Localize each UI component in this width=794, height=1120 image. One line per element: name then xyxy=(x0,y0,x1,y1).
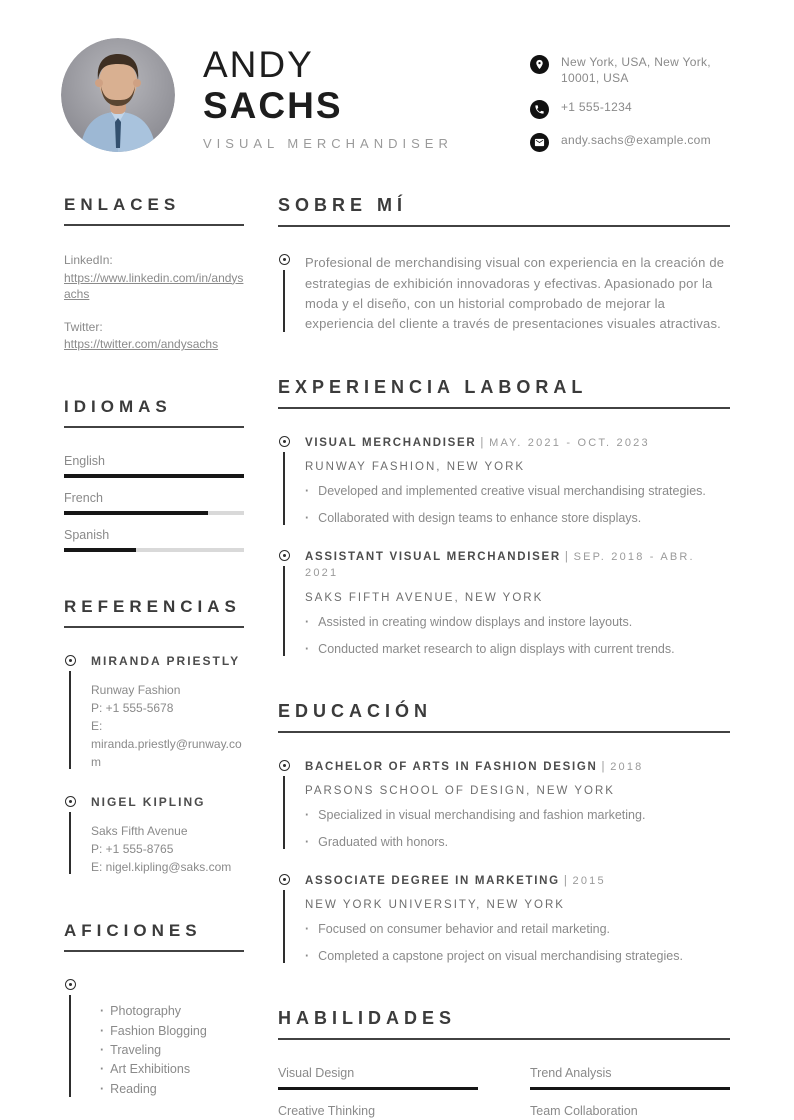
bullet-dot-icon xyxy=(279,550,290,561)
experience-dates: MAY. 2021 - OCT. 2023 xyxy=(489,436,650,449)
timeline-line xyxy=(69,995,71,1097)
bullet-dot-icon xyxy=(65,979,76,990)
language-bar-fill xyxy=(64,474,244,478)
language-bar-track xyxy=(64,548,244,552)
bullet-dot-icon xyxy=(279,436,290,447)
timeline-line xyxy=(283,270,285,332)
timeline-line xyxy=(283,566,285,656)
hobby-item: · Photography xyxy=(100,1002,244,1021)
last-name: SACHS xyxy=(203,84,343,126)
section-experience xyxy=(278,378,730,658)
education-bullet: · Graduated with honors. xyxy=(305,834,730,851)
education-entry xyxy=(278,873,730,965)
profile-photo xyxy=(61,38,175,152)
phone-icon xyxy=(530,100,549,119)
experience-bullet: · Conducted market research to align displays with current trends. xyxy=(305,641,730,658)
language-name: English xyxy=(64,454,105,469)
left-column xyxy=(64,196,244,1120)
twitter-link[interactable]: https://twitter.com/andysachs xyxy=(64,337,219,352)
skill-item xyxy=(278,1066,478,1091)
timeline-marker xyxy=(278,435,290,527)
language-bar-track xyxy=(64,511,244,515)
section-skills xyxy=(278,1009,730,1120)
email-icon xyxy=(530,133,549,152)
reference-company: Runway Fashion xyxy=(91,683,181,698)
skills-heading: HABILIDADES xyxy=(278,1009,730,1040)
skill-item xyxy=(530,1066,730,1091)
education-bullets xyxy=(305,921,730,965)
about-entry xyxy=(278,253,730,334)
location-text: New York, USA, New York, 10001, USA xyxy=(561,55,711,86)
timeline-marker xyxy=(64,795,76,876)
hobby-list xyxy=(100,1002,244,1099)
reference-entry xyxy=(64,795,244,876)
experience-bullet: · Developed and implemented creative visual merchandising strategies. xyxy=(305,483,730,500)
contact-email xyxy=(530,132,730,152)
education-dates: 2018 xyxy=(610,760,644,773)
language-name: Spanish xyxy=(64,528,110,543)
language-bar-fill xyxy=(64,511,208,515)
separator: | xyxy=(601,760,607,773)
experience-company: RUNWAY FASHION, NEW YORK xyxy=(305,461,526,474)
reference-email: E: nigel.kipling@saks.com xyxy=(91,860,232,875)
timeline-marker xyxy=(64,654,76,771)
education-bullet: · Specialized in visual merchandising and fashion marketing. xyxy=(305,807,730,824)
right-column xyxy=(278,196,730,1120)
education-title: BACHELOR OF ARTS IN FASHION DESIGN xyxy=(305,760,598,773)
experience-bullet: · Collaborated with design teams to enhance store displays. xyxy=(305,510,730,527)
about-heading: SOBRE MÍ xyxy=(278,196,730,227)
education-heading: EDUCACIÓN xyxy=(278,702,730,733)
language-item xyxy=(64,491,244,515)
hobbies-heading: AFICIONES xyxy=(64,922,244,952)
experience-bullets xyxy=(305,614,730,658)
hobby-item: · Fashion Blogging xyxy=(100,1022,244,1041)
timeline-marker xyxy=(278,253,290,334)
skill-item xyxy=(530,1104,730,1120)
reference-name: MIRANDA PRIESTLY xyxy=(91,654,241,669)
section-education xyxy=(278,702,730,965)
education-bullets xyxy=(305,807,730,851)
skill-name: Creative Thinking xyxy=(278,1104,376,1119)
link-twitter xyxy=(64,319,244,352)
experience-entry xyxy=(278,549,730,658)
section-languages xyxy=(64,398,244,552)
references-heading: REFERENCIAS xyxy=(64,598,244,628)
phone-text: +1 555-1234 xyxy=(561,100,633,115)
linkedin-link[interactable]: https://www.linkedin.com/in/andysachs xyxy=(64,270,244,301)
experience-heading: EXPERIENCIA LABORAL xyxy=(278,378,730,409)
email-text: andy.sachs@example.com xyxy=(561,133,711,148)
bullet-dot-icon xyxy=(65,655,76,666)
reference-email: E: miranda.priestly@runway.com xyxy=(91,719,242,770)
language-bar-track xyxy=(64,474,244,478)
education-entry xyxy=(278,759,730,851)
education-school: NEW YORK UNIVERSITY, NEW YORK xyxy=(305,899,565,912)
body xyxy=(0,196,794,1120)
experience-bullets xyxy=(305,483,730,527)
link-linkedin xyxy=(64,252,244,302)
section-hobbies xyxy=(64,922,244,1099)
reference-company: Saks Fifth Avenue xyxy=(91,824,188,839)
experience-title: ASSISTANT VISUAL MERCHANDISER xyxy=(305,551,561,564)
experience-bullet: · Assisted in creating window displays and instore layouts. xyxy=(305,614,730,631)
experience-dates: SEP. 2018 - ABR. 2021 xyxy=(305,551,695,580)
language-item xyxy=(64,454,244,478)
separator: | xyxy=(563,874,569,887)
skill-bar xyxy=(530,1087,730,1091)
language-name: French xyxy=(64,491,103,506)
bullet-dot-icon xyxy=(279,874,290,885)
job-title: VISUAL MERCHANDISER xyxy=(203,136,453,152)
reference-name: NIGEL KIPLING xyxy=(91,795,206,810)
skill-bar xyxy=(278,1087,478,1091)
timeline-line xyxy=(283,776,285,849)
section-references xyxy=(64,598,244,876)
link-label: Twitter: xyxy=(64,319,103,334)
language-item xyxy=(64,528,244,552)
separator: | xyxy=(564,551,570,564)
first-name: ANDY xyxy=(203,44,314,85)
header xyxy=(0,0,794,152)
contact-phone xyxy=(530,99,730,119)
links-heading: ENLACES xyxy=(64,196,244,226)
timeline-line xyxy=(283,452,285,525)
section-about xyxy=(278,196,730,334)
hobby-item: · Reading xyxy=(100,1080,244,1099)
skill-name: Visual Design xyxy=(278,1065,355,1080)
about-text: Profesional de merchandising visual con experiencia en la creación de estrategias de exhibición innovadoras y efectivas. Apasionado por la moda y el diseño, con un historial comprobado de mejorar la experiencia del cliente a través de presentaciones visuales atractivas. xyxy=(305,255,725,331)
contact-info xyxy=(530,38,730,152)
education-school: PARSONS SCHOOL OF DESIGN, NEW YORK xyxy=(305,785,615,797)
experience-entry xyxy=(278,435,730,527)
link-label: LinkedIn: xyxy=(64,253,113,268)
skill-name: Trend Analysis xyxy=(530,1065,612,1080)
separator: | xyxy=(480,436,486,449)
experience-title: VISUAL MERCHANDISER xyxy=(305,436,477,449)
timeline-marker xyxy=(278,873,290,965)
contact-location xyxy=(530,54,730,86)
bullet-dot-icon xyxy=(279,760,290,771)
skill-item xyxy=(278,1104,478,1120)
hobby-item: · Art Exhibitions xyxy=(100,1060,244,1079)
hobbies-entry xyxy=(64,978,244,1099)
education-bullet: · Completed a capstone project on visual merchandising strategies. xyxy=(305,948,730,965)
profile-photo-illustration xyxy=(61,38,175,152)
skills-grid xyxy=(278,1066,730,1120)
reference-entry xyxy=(64,654,244,771)
timeline-marker xyxy=(278,549,290,658)
languages-heading: IDIOMAS xyxy=(64,398,244,428)
section-links xyxy=(64,196,244,352)
location-icon xyxy=(530,55,549,74)
reference-phone: P: +1 555-5678 xyxy=(91,701,174,716)
bullet-dot-icon xyxy=(65,796,76,807)
education-dates: 2015 xyxy=(572,874,606,887)
bullet-dot-icon xyxy=(279,254,290,265)
timeline-line xyxy=(69,812,71,874)
education-title: ASSOCIATE DEGREE IN MARKETING xyxy=(305,874,560,887)
language-bar-fill xyxy=(64,548,136,552)
name-block xyxy=(203,38,453,151)
skill-name: Team Collaboration xyxy=(530,1104,638,1119)
education-bullet: · Focused on consumer behavior and retail marketing. xyxy=(305,921,730,938)
experience-company: SAKS FIFTH AVENUE, NEW YORK xyxy=(305,591,544,604)
timeline-marker xyxy=(64,978,76,1099)
timeline-marker xyxy=(278,759,290,851)
timeline-line xyxy=(283,890,285,963)
timeline-line xyxy=(69,671,71,769)
hobby-item: · Traveling xyxy=(100,1041,244,1060)
reference-phone: P: +1 555-8765 xyxy=(91,842,174,857)
